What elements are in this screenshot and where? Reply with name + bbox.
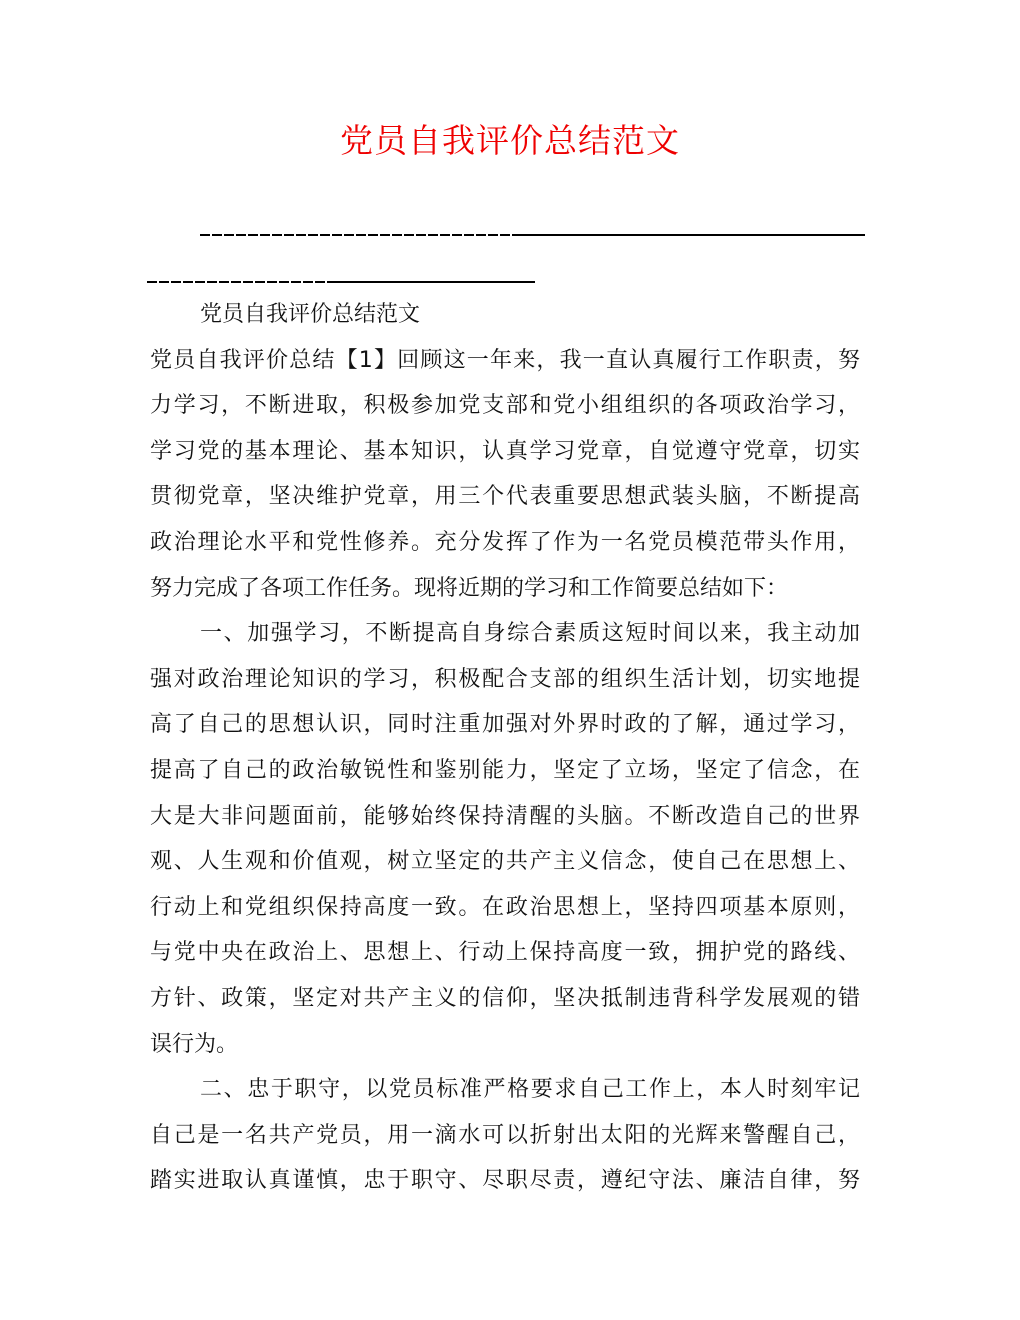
text-line: 力学习，不断进取，积极参加党支部和党小组组织的各项政治学习，: [150, 393, 860, 419]
text-line: 学习党的基本理论、基本知识，认真学习党章，自觉遵守党章，切实: [150, 438, 860, 464]
document-subtitle: 党员自我评价总结范文: [200, 302, 421, 327]
separator-solid-segment: [520, 234, 865, 236]
separator-dashed-segment: [147, 281, 333, 283]
text-line: 强对政治理论知识的学习，积极配合支部的组织生活计划，切实地提: [150, 666, 860, 692]
text-line: 自己是一名共产党员，用一滴水可以折射出太阳的光辉来警醒自己，: [150, 1122, 860, 1148]
text-line: 二、忠于职守，以党员标准严格要求自己工作上，本人时刻牢记: [200, 1077, 860, 1103]
text-line: 提高了自己的政治敏锐性和鉴别能力，坚定了立场，坚定了信念，在: [150, 757, 860, 783]
separator-solid-segment: [333, 281, 535, 283]
paragraph-intro: [150, 338, 860, 612]
text-line: 方针、政策，坚定对共产主义的信仰，坚决抵制违背科学发展观的错: [150, 985, 860, 1011]
text-line: 踏实进取认真谨慎，忠于职守、尽职尽责，遵纪守法、廉洁自律，努: [150, 1168, 860, 1194]
document-body: [150, 292, 860, 1204]
separator-line-1: [200, 234, 865, 236]
text-line: 一、加强学习，不断提高自身综合素质这短时间以来，我主动加: [200, 621, 860, 647]
separator-line-2: [147, 281, 535, 283]
text-line: 努力完成了各项工作任务。现将近期的学习和工作简要总结如下：: [150, 575, 789, 601]
separator-dashed-segment: [200, 234, 520, 236]
paragraph-section-1: [150, 611, 860, 1067]
text-line: 误行为。: [150, 1031, 239, 1057]
text-line: 党员自我评价总结【1】回顾这一年来，我一直认真履行工作职责，努: [150, 347, 860, 373]
text-line: 政治理论水平和党性修养。充分发挥了作为一名党员模范带头作用，: [150, 529, 860, 555]
paragraph-section-2: [150, 1067, 860, 1204]
text-line: 大是大非问题面前，能够始终保持清醒的头脑。不断改造自己的世界: [150, 803, 860, 829]
text-line: 高了自己的思想认识，同时注重加强对外界时政的了解，通过学习，: [150, 712, 860, 738]
text-line: 观、人生观和价值观，树立坚定的共产主义信念，使自己在思想上、: [150, 849, 860, 875]
text-line: 贯彻党章，坚决维护党章，用三个代表重要思想武装头脑，不断提高: [150, 484, 860, 510]
document-title: 党员自我评价总结范文: [340, 121, 680, 160]
text-line: 与党中央在政治上、思想上、行动上保持高度一致，拥护党的路线、: [150, 940, 860, 966]
text-line: 行动上和党组织保持高度一致。在政治思想上，坚持四项基本原则，: [150, 894, 860, 920]
